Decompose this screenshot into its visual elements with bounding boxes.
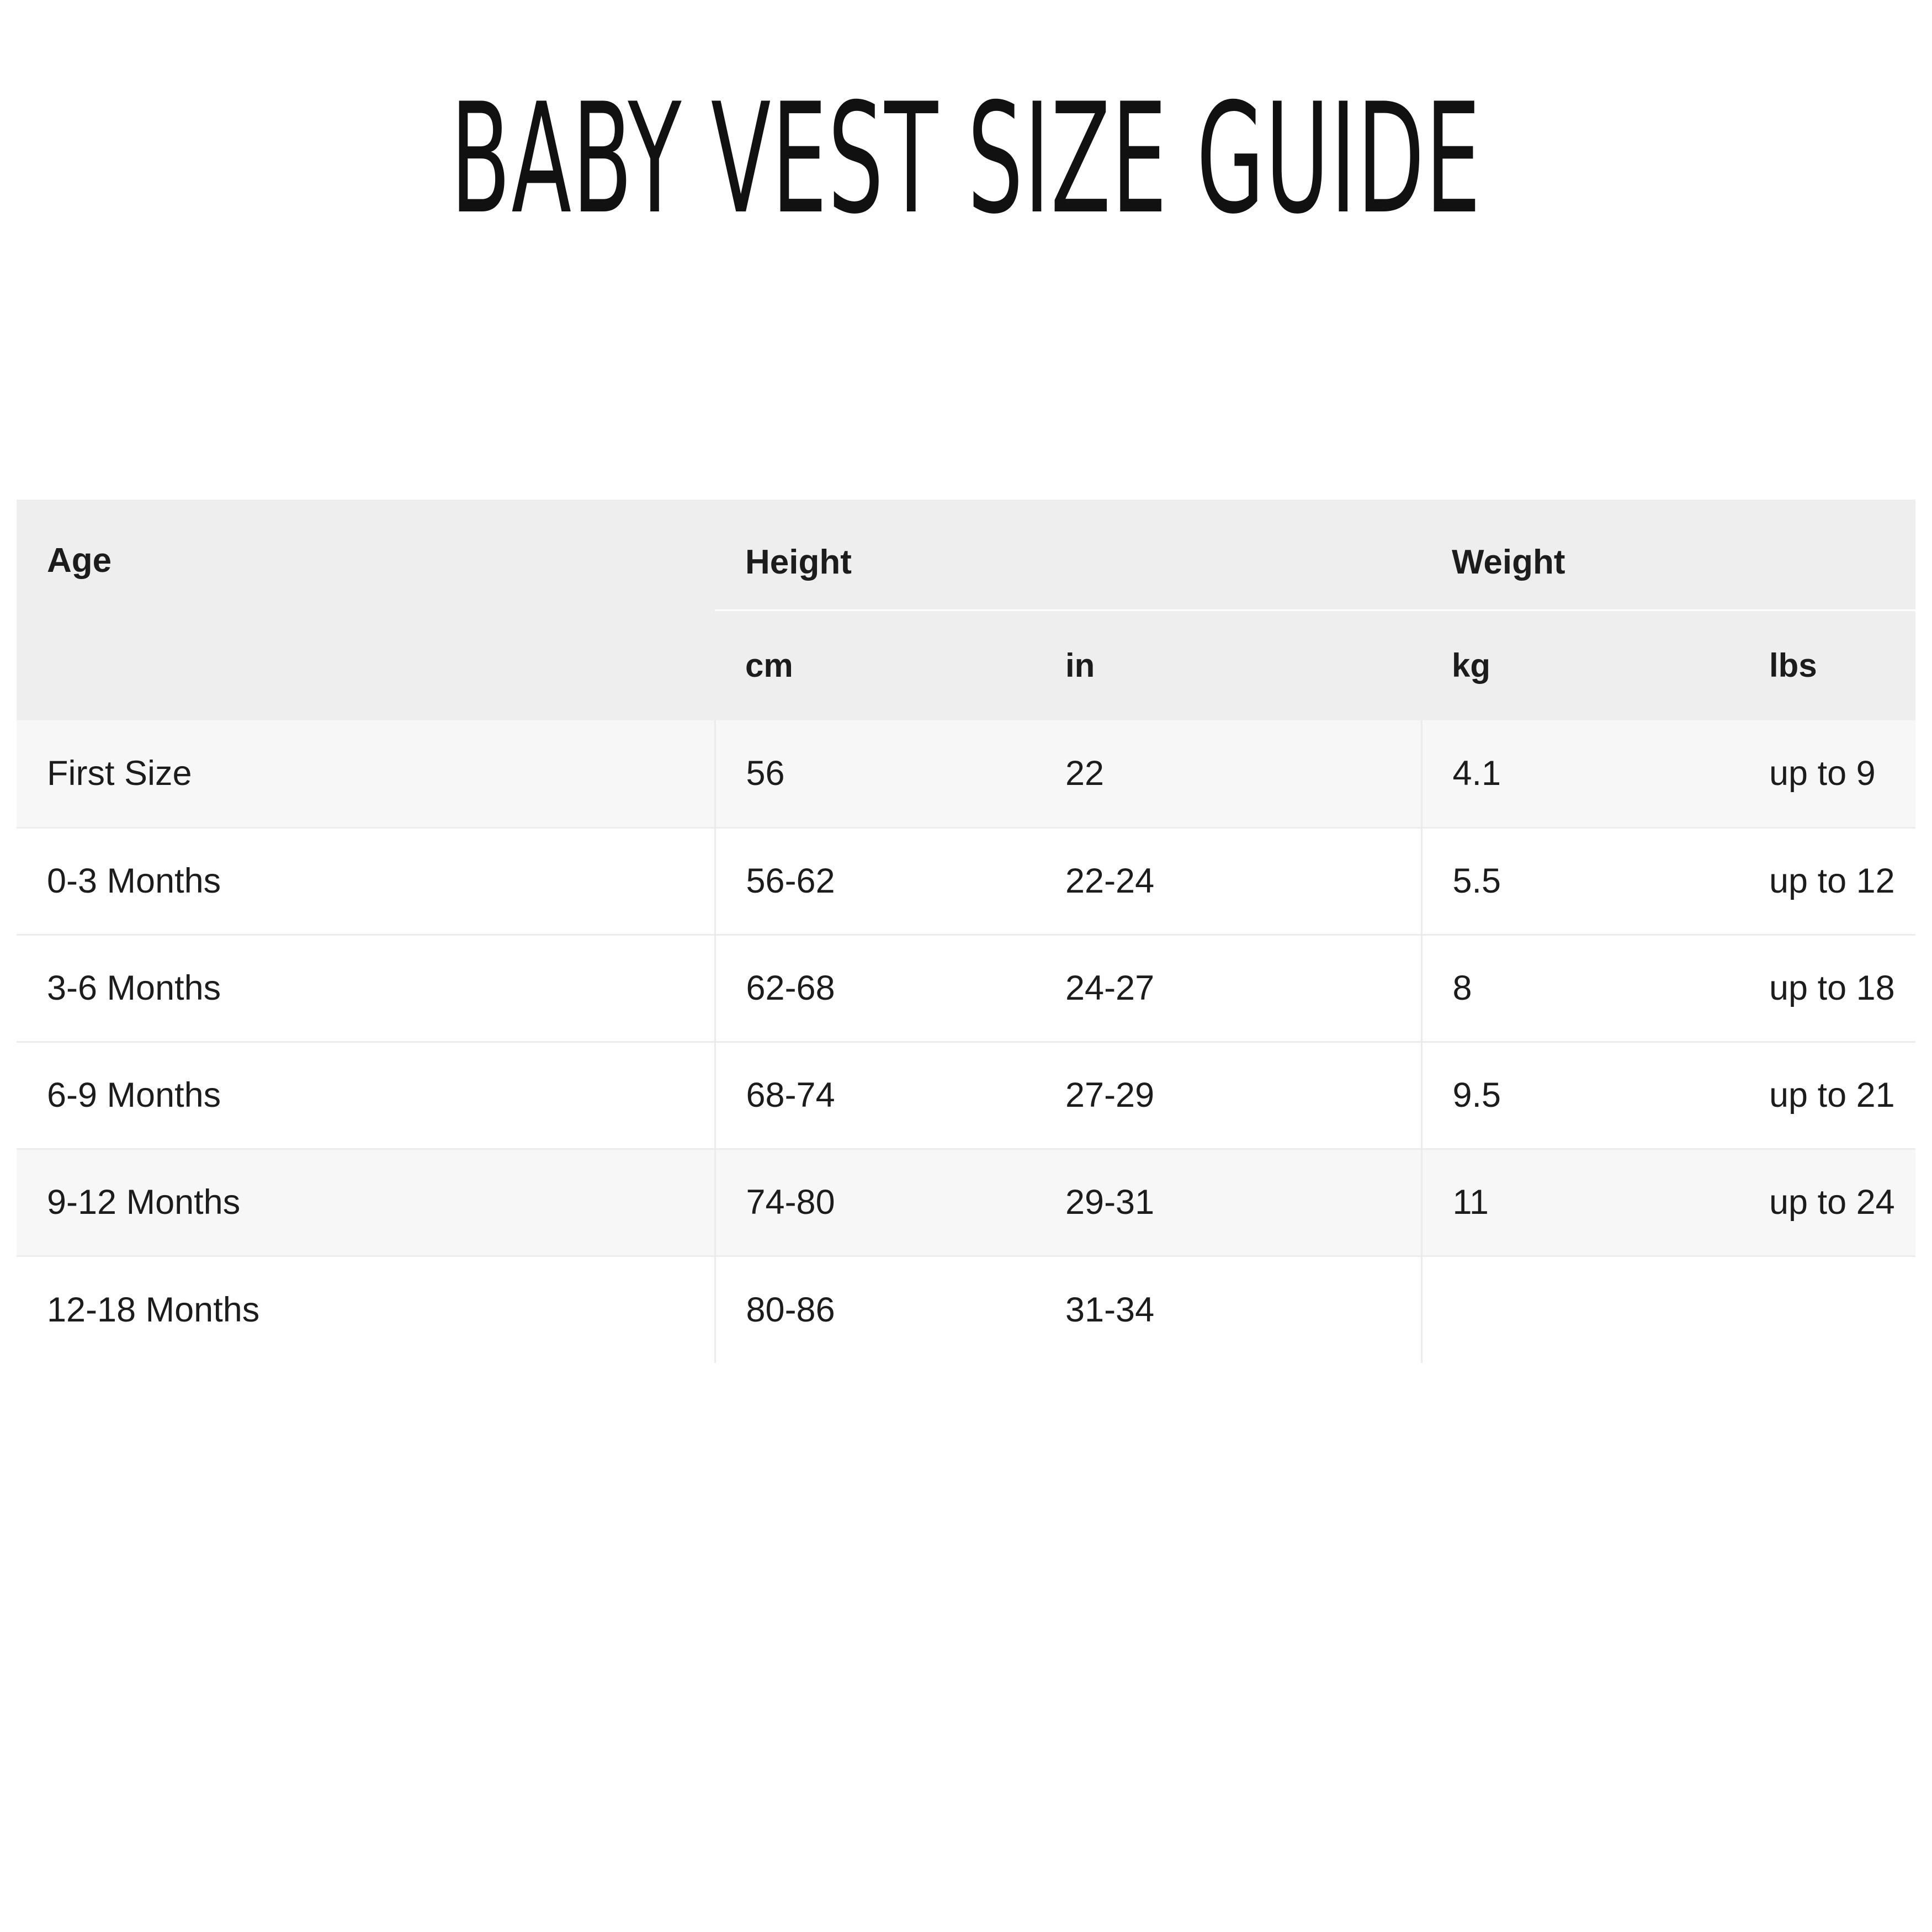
table-row xyxy=(17,1042,1915,1149)
cell-weight-lbs: up to 24 xyxy=(1739,1149,1915,1256)
table-row xyxy=(17,1256,1915,1363)
cell-weight-kg: 5.5 xyxy=(1421,827,1739,935)
table-row xyxy=(17,827,1915,935)
size-table xyxy=(17,500,1915,1363)
cell-height-cm: 62-68 xyxy=(715,935,1035,1042)
header-unit-cm: cm xyxy=(715,610,1035,720)
cell-weight-lbs: up to 21 xyxy=(1739,1042,1915,1149)
page-bottom-blank xyxy=(0,1363,1932,1932)
cell-height-cm: 68-74 xyxy=(715,1042,1035,1149)
table-row xyxy=(17,1149,1915,1256)
cell-weight-kg xyxy=(1421,1256,1739,1363)
cell-height-cm: 56-62 xyxy=(715,827,1035,935)
cell-height-in: 29-31 xyxy=(1035,1149,1421,1256)
cell-height-in: 24-27 xyxy=(1035,935,1421,1042)
cell-weight-kg: 9.5 xyxy=(1421,1042,1739,1149)
header-height: Height xyxy=(715,500,1421,610)
cell-weight-kg: 11 xyxy=(1421,1149,1739,1256)
cell-age: 3-6 Months xyxy=(17,935,715,1042)
cell-height-in: 31-34 xyxy=(1035,1256,1421,1363)
cell-weight-lbs: up to 9 xyxy=(1739,720,1915,827)
cell-weight-lbs: up to 18 xyxy=(1739,935,1915,1042)
header-weight: Weight xyxy=(1421,500,1915,610)
cell-height-cm: 80-86 xyxy=(715,1256,1035,1363)
header-unit-kg: kg xyxy=(1421,610,1739,720)
cell-age: First Size xyxy=(17,720,715,827)
table-row xyxy=(17,720,1915,827)
cell-height-in: 22 xyxy=(1035,720,1421,827)
cell-height-in: 22-24 xyxy=(1035,827,1421,935)
cell-age: 9-12 Months xyxy=(17,1149,715,1256)
cell-height-cm: 74-80 xyxy=(715,1149,1035,1256)
cell-age: 12-18 Months xyxy=(17,1256,715,1363)
cell-height-cm: 56 xyxy=(715,720,1035,827)
table-header-row-primary xyxy=(17,500,1915,610)
cell-age: 0-3 Months xyxy=(17,827,715,935)
cell-weight-kg: 4.1 xyxy=(1421,720,1739,827)
cell-weight-kg: 8 xyxy=(1421,935,1739,1042)
header-age: Age xyxy=(17,500,715,720)
page-title: BABY VEST SIZE GUIDE xyxy=(450,70,1482,248)
header-unit-lbs: lbs xyxy=(1739,610,1915,720)
header-unit-in: in xyxy=(1035,610,1421,720)
table-row xyxy=(17,935,1915,1042)
size-chart xyxy=(17,500,1915,1363)
cell-age: 6-9 Months xyxy=(17,1042,715,1149)
cell-height-in: 27-29 xyxy=(1035,1042,1421,1149)
cell-weight-lbs xyxy=(1739,1256,1915,1363)
cell-weight-lbs: up to 12 xyxy=(1739,827,1915,935)
